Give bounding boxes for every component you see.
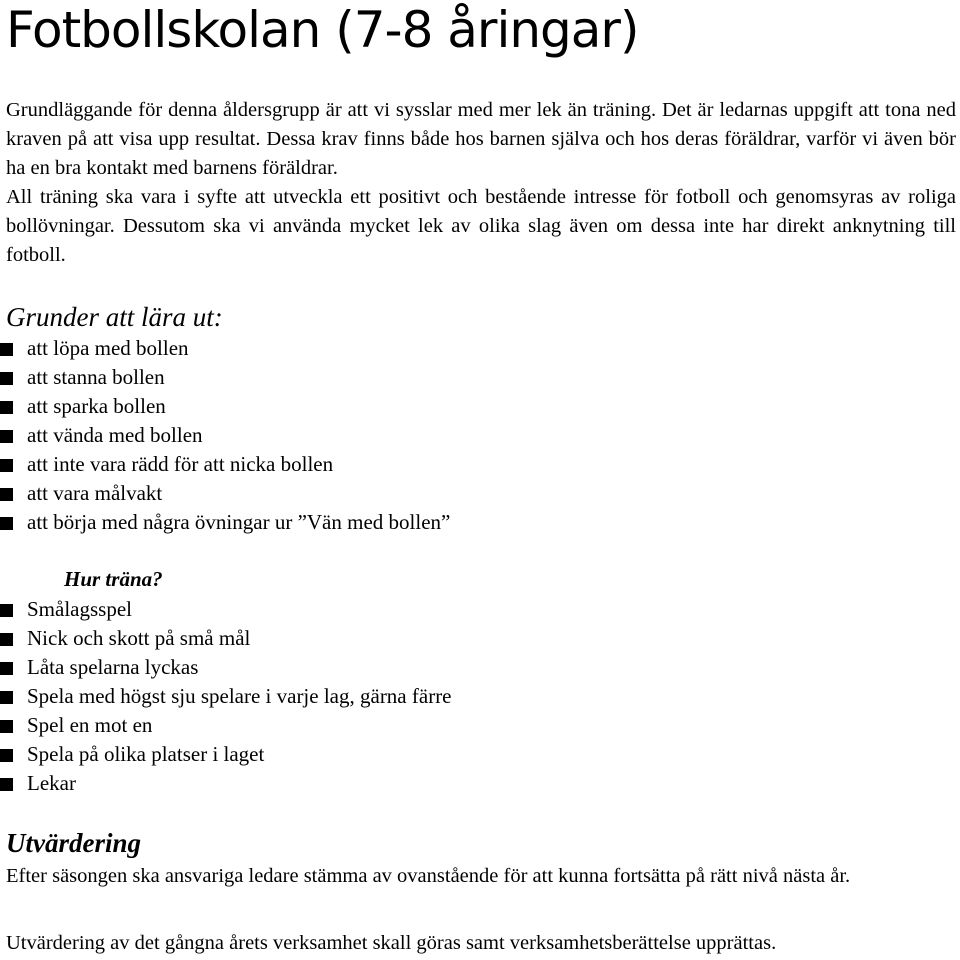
list-item [0,421,203,450]
list-item-text: Spela på olika platser i laget [27,742,265,766]
list-item-text: att börja med några övningar ur ”Vän med bollen” [27,510,451,534]
utvardering-heading: Utvärdering [6,828,141,858]
list-item-text: Nick och skott på små mål [27,626,251,650]
list-item-text: Låta spelarna lyckas [27,655,199,679]
square-bullet-icon [0,778,13,791]
square-bullet-icon [0,459,13,472]
list-item-text: att vända med bollen [27,423,203,447]
square-bullet-icon [0,372,13,385]
square-bullet-icon [0,691,13,704]
list-item [0,363,165,392]
list-item-text: att vara målvakt [27,481,163,505]
list-item [0,479,163,508]
utvardering-paragraph: Efter säsongen ska ansvariga ledare stämma av ovanstående för att kunna fortsätta på rätt nivå nästa år. [6,865,851,887]
square-bullet-icon [0,401,13,414]
hur-trana-heading: Hur träna? [64,567,163,591]
square-bullet-icon [0,604,13,617]
page-title: Fotbollskolan (7-8 åringar) [6,1,639,59]
list-item-text: att inte vara rädd för att nicka bollen [27,452,334,476]
list-item-text: Spela med högst sju spelare i varje lag, gärna färre [27,684,452,708]
square-bullet-icon [0,749,13,762]
intro-paragraph: All träning ska vara i syfte att utveckla ett positivt och bestående intresse för fotboll och genomsyras av roliga bollövningar. Dessutom ska vi använda mycket lek av olika slag även om dessa inte har direkt anknytning till fotboll. [6,186,956,266]
square-bullet-icon [0,517,13,530]
list-item-text: att löpa med bollen [27,336,189,360]
list-item-text: Smålagsspel [27,597,132,621]
list-item-text: Lekar [27,771,76,795]
square-bullet-icon [0,488,13,501]
utvardering-paragraph: Utvärdering av det gångna årets verksamhet skall göras samt verksamhetsberättelse upprättas. [6,932,777,954]
list-item [0,450,334,479]
list-item-text: Spel en mot en [27,713,153,737]
square-bullet-icon [0,720,13,733]
list-item-text: att stanna bollen [27,365,165,389]
intro-text [6,96,956,270]
square-bullet-icon [0,343,13,356]
list-item [0,392,166,421]
square-bullet-icon [0,430,13,443]
square-bullet-icon [0,662,13,675]
intro-paragraph: Grundläggande för denna åldersgrupp är att vi sysslar med mer lek än träning. Det är ledarnas uppgift att tona ned kraven på att visa upp resultat. Dessa krav finns både hos barnen själva och hos deras föräldrar, varför vi även bör ha en bra kontakt med barnens föräldrar. [6,99,956,179]
grunder-list [0,334,451,537]
list-item [0,508,451,537]
square-bullet-icon [0,633,13,646]
list-item-text: att sparka bollen [27,394,166,418]
grunder-heading: Grunder att lära ut: [6,302,223,332]
list-item [0,334,189,363]
